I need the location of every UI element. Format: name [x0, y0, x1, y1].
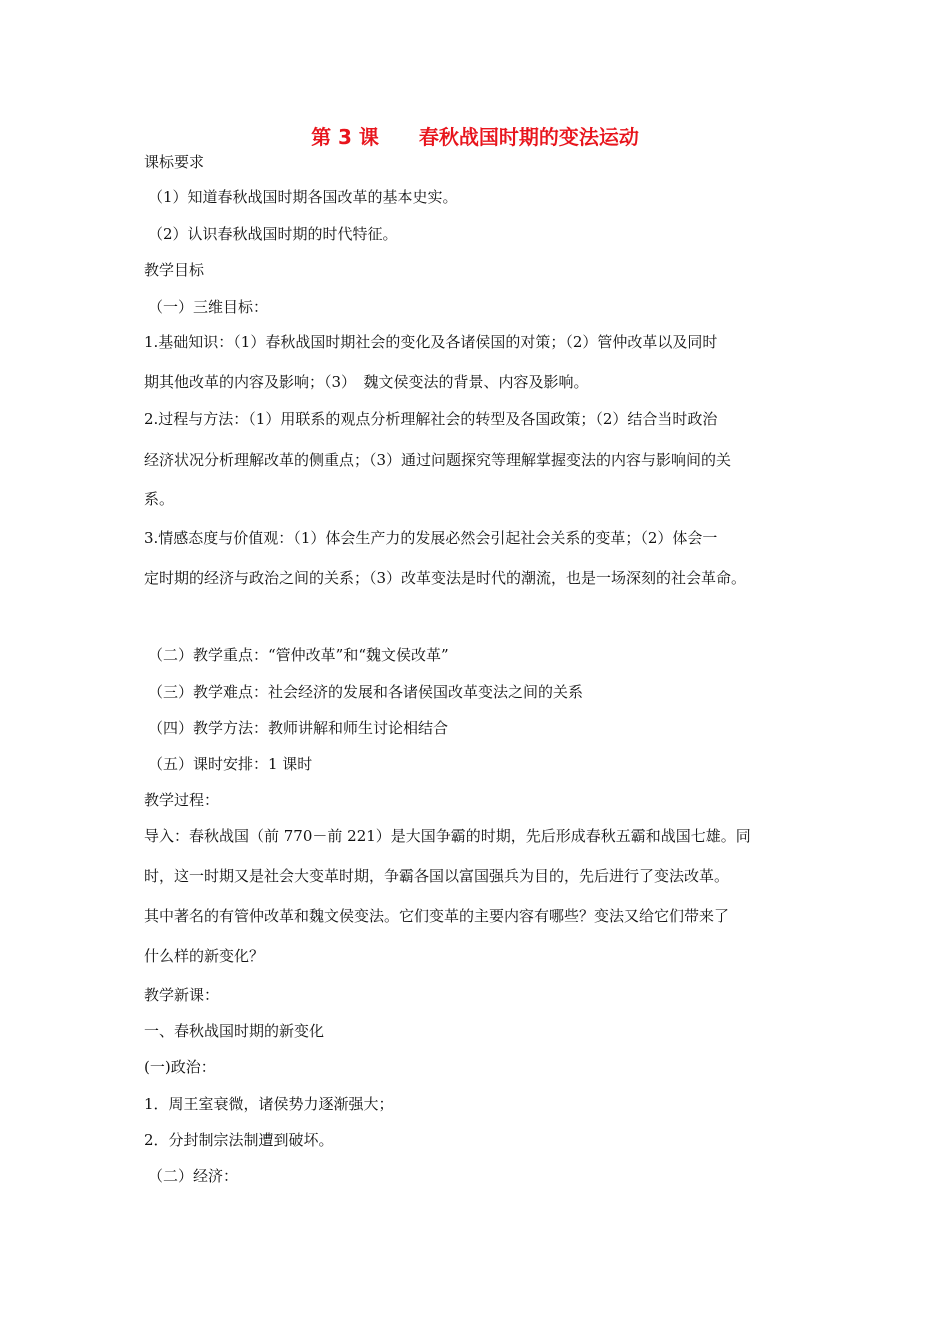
list-item: 2．分封制宗法制遭到破坏。	[144, 1131, 334, 1149]
subsection-heading: （五）课时安排：1 课时	[148, 755, 313, 773]
paragraph-line: 1.基础知识：（1）春秋战国时期社会的变化及各诸侯国的对策；（2）管仲改革以及同时	[144, 333, 718, 351]
subsection-heading: （三）教学难点：社会经济的发展和各诸侯国改革变法之间的关系	[148, 683, 584, 701]
section-heading-new-lesson: 教学新课：	[144, 986, 220, 1004]
curriculum-item: （1）知道春秋战国时期各国改革的基本史实。	[148, 188, 458, 206]
paragraph-line: 3.情感态度与价值观：（1）体会生产力的发展必然会引起社会关系的变革；（2）体会一	[144, 529, 718, 547]
subsection-heading: （二）教学重点：“管仲改革”和“魏文侯改革”	[148, 646, 449, 664]
section-heading-objectives: 教学目标	[144, 261, 205, 279]
paragraph-line: 经济状况分析理解改革的侧重点；（3）通过问题探究等理解掌握变法的内容与影响间的关	[144, 451, 732, 469]
paragraph-line: 导入：春秋战国（前 770－前 221）是大国争霸的时期，先后形成春秋五霸和战国七雄。同	[144, 827, 751, 845]
subsection-heading: (一)政治：	[144, 1058, 216, 1076]
section-heading-curriculum: 课标要求	[144, 153, 205, 171]
subsection-heading: （四）教学方法：教师讲解和师生讨论相结合	[148, 719, 449, 737]
subsection-heading: （一）三维目标：	[148, 298, 269, 316]
paragraph-line: 定时期的经济与政治之间的关系；（3）改革变法是时代的潮流，也是一场深刻的社会革命。	[144, 569, 747, 587]
paragraph-line: 期其他改革的内容及影响；（3） 魏文侯变法的背景、内容及影响。	[144, 373, 589, 391]
paragraph-line: 其中著名的有管仲改革和魏文侯变法。它们变革的主要内容有哪些？变法又给它们带来了	[144, 907, 730, 925]
paragraph-line: 2.过程与方法：（1）用联系的观点分析理解社会的转型及各国政策；（2）结合当时政治	[144, 410, 718, 428]
paragraph-line: 系。	[144, 490, 175, 508]
paragraph-line: 什么样的新变化？	[144, 947, 265, 965]
section-heading: 一、春秋战国时期的新变化	[144, 1022, 325, 1040]
section-heading-process: 教学过程：	[144, 791, 220, 809]
paragraph-line: 时，这一时期又是社会大变革时期，争霸各国以富国强兵为目的，先后进行了变法改革。	[144, 867, 730, 885]
subsection-heading: （二）经济：	[148, 1167, 239, 1185]
lesson-title: 第 3 课 春秋战国时期的变法运动	[311, 125, 639, 149]
list-item: 1．周王室衰微，诸侯势力逐渐强大；	[144, 1095, 394, 1113]
curriculum-item: （2）认识春秋战国时期的时代特征。	[148, 225, 398, 243]
